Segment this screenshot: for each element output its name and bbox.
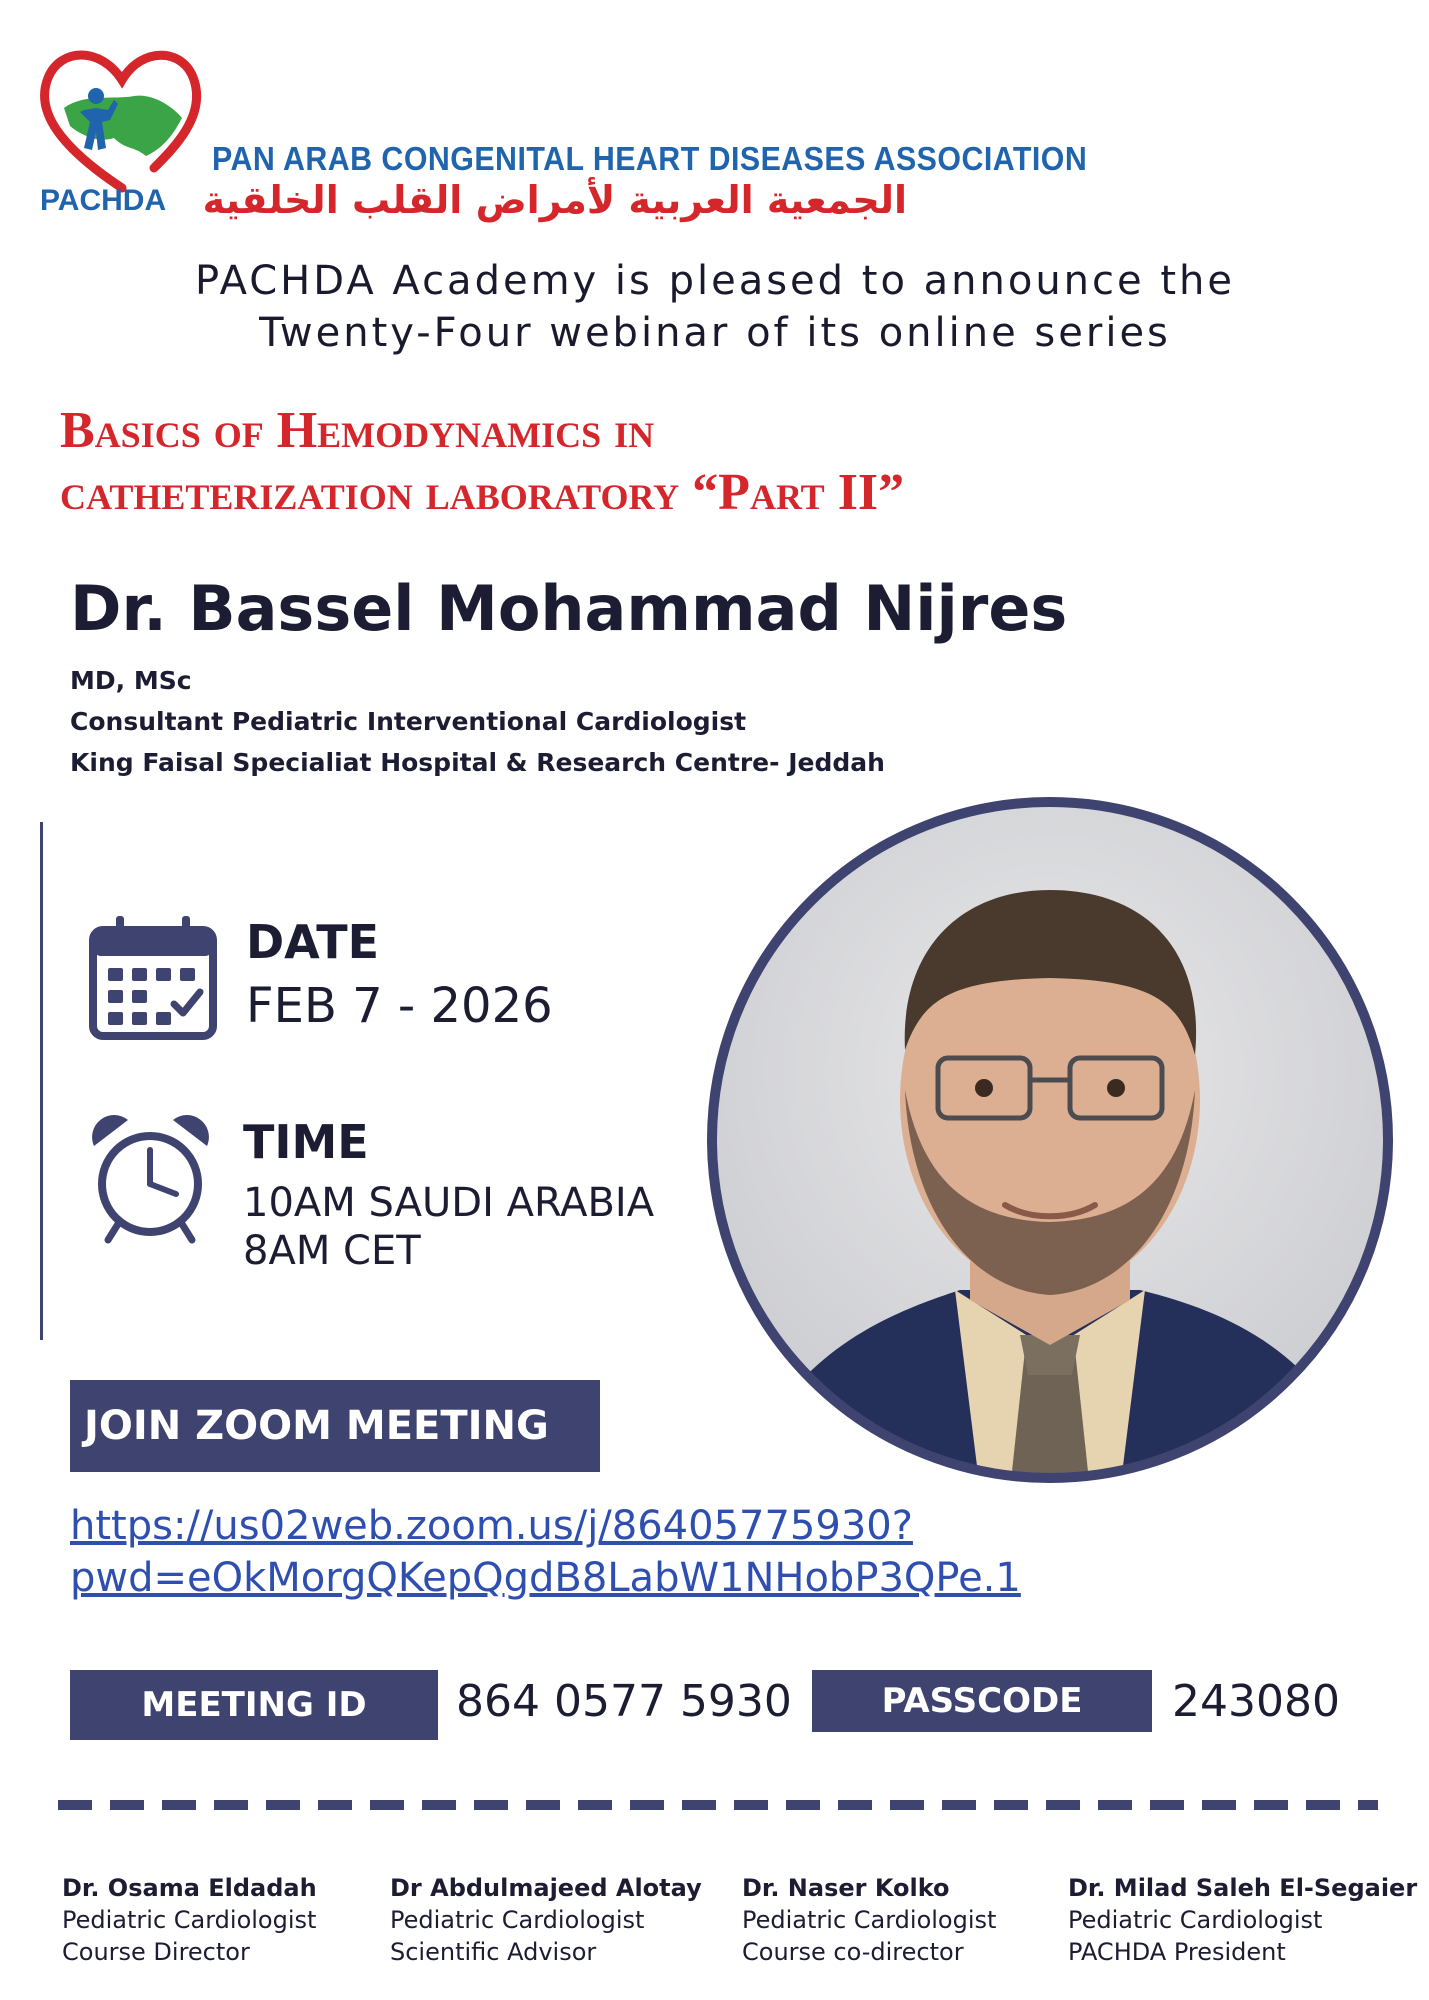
faculty-specialty: Pediatric Cardiologist: [1068, 1906, 1323, 1934]
alarm-clock-icon: [88, 1112, 213, 1247]
faculty-role: Course co-director: [742, 1938, 964, 1966]
logo-acronym: PACHDA: [40, 184, 167, 217]
faculty-role: Scientific Advisor: [390, 1938, 597, 1966]
faculty-name: Dr. Naser Kolko: [742, 1874, 950, 1902]
meeting-id-label: MEETING ID: [70, 1670, 438, 1740]
intro-line-1: PACHDA Academy is pleased to announce the: [195, 258, 1235, 304]
speaker-institution: King Faisal Specialiat Hospital & Research Centre- Jeddah: [70, 748, 885, 777]
faculty-specialty: Pediatric Cardiologist: [62, 1906, 317, 1934]
faculty-member: [742, 1872, 996, 1968]
organization-name-ar: الجمعية العربية لأمراض القلب الخلقية: [202, 178, 907, 222]
intro-announcement: [60, 255, 1370, 359]
webinar-title-line-1: Basics of Hemodynamics in: [60, 402, 655, 459]
speaker-degrees: MD, MSc: [70, 666, 192, 695]
speaker-name: Dr. Bassel Mohammad Nijres: [70, 572, 1068, 645]
zoom-link-line-1[interactable]: https://us02web.zoom.us/j/86405775930?: [70, 1503, 913, 1549]
zoom-link-line-2[interactable]: pwd=eOkMorgQKepQgdB8LabW1NHobP3QPe.1: [70, 1555, 1021, 1601]
date-label: DATE: [246, 915, 380, 969]
faculty-name: Dr. Milad Saleh El-Segaier: [1068, 1874, 1418, 1902]
faculty-name: Dr Abdulmajeed Alotay: [390, 1874, 702, 1902]
pachda-logo: [34, 38, 209, 228]
faculty-role: PACHDA President: [1068, 1938, 1286, 1966]
organization-name-en: PAN ARAB CONGENITAL HEART DISEASES ASSOCIATION: [212, 140, 1088, 177]
faculty-specialty: Pediatric Cardiologist: [742, 1906, 997, 1934]
speaker-position: Consultant Pediatric Interventional Cardiologist: [70, 707, 747, 736]
faculty-member: [1068, 1872, 1417, 1968]
passcode-label: PASSCODE: [812, 1670, 1152, 1732]
time-label: TIME: [243, 1115, 369, 1169]
meeting-id-value: 864 0577 5930: [456, 1676, 792, 1727]
faculty-member: [390, 1872, 702, 1968]
join-zoom-meeting-button[interactable]: JOIN ZOOM MEETING: [70, 1380, 600, 1472]
webinar-title: [60, 400, 1260, 524]
dashed-divider: [58, 1800, 1378, 1810]
calendar-icon: [88, 912, 218, 1042]
time-saudi-arabia: 10AM SAUDI ARABIA: [243, 1180, 655, 1226]
date-value: FEB 7 - 2026: [246, 978, 553, 1034]
time-cet: 8AM CET: [243, 1228, 421, 1274]
webinar-title-line-2: catheterization laboratory “Part II”: [60, 464, 905, 521]
faculty-role: Course Director: [62, 1938, 250, 1966]
passcode-value: 243080: [1172, 1676, 1340, 1727]
faculty-name: Dr. Osama Eldadah: [62, 1874, 317, 1902]
zoom-meeting-link[interactable]: [70, 1500, 1021, 1604]
faculty-specialty: Pediatric Cardiologist: [390, 1906, 645, 1934]
vertical-divider: [40, 822, 43, 1340]
speaker-photo: [700, 790, 1400, 1490]
faculty-member: [62, 1872, 317, 1968]
intro-line-2: Twenty-Four webinar of its online series: [259, 310, 1171, 356]
speaker-credentials: [70, 660, 885, 783]
